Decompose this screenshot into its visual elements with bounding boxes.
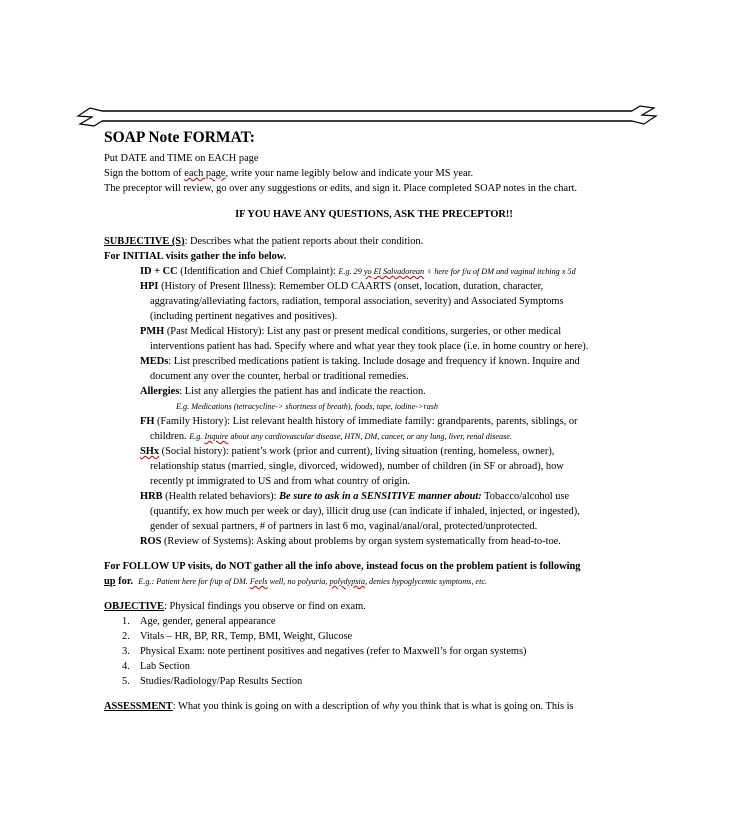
ros-item (104, 534, 644, 549)
allergies-item (104, 384, 644, 399)
idcc-ex-sq2: El Salvadorean (373, 267, 425, 276)
shx-line2: relationship status (married, single, divorced, widowed), number of children (in SF or abroad), how (150, 461, 564, 472)
hpi-item (104, 279, 644, 294)
followup-heading: For FOLLOW UP visits, do NOT gather all the info above, instead focus on the problem patient is following (104, 561, 581, 572)
pmh-line1: (Past Medical History): List any past or present medical conditions, surgeries, or other medical (164, 326, 562, 337)
assessment-desc-a: : What you think is going on with a description of (172, 701, 383, 712)
list-item-text: Physical Exam: note pertinent positives and negatives (refer to Maxwell’s for organ systems) (140, 646, 527, 657)
hrb-line1-a: (Health related behaviors): (162, 491, 280, 502)
intro-sign-a: Sign the bottom of (104, 168, 185, 179)
initial-visits-heading: For INITIAL visits gather the info below. (104, 251, 287, 262)
list-item-text: Lab Section (140, 661, 190, 672)
followup-for: for. (115, 576, 134, 587)
pmh-line2: interventions patient has had. Specify where and what year they took place (i.e. in home country or here). (150, 341, 589, 352)
assessment-desc-em: why (382, 701, 400, 712)
idcc-ex-sq1: yo (363, 267, 372, 276)
idcc-ex-c: ♀ here for f/u of DM and vaginal itching x 5d (424, 267, 576, 276)
followup-line2 (104, 574, 644, 589)
intro-line-review: The preceptor will review, go over any suggestions or edits, and sign it. Place completed SOAP notes in the chart. (104, 183, 578, 194)
idcc-ex-a: E.g. 29 (338, 267, 364, 276)
assessment-desc-b: you think that is what is going on. This is (399, 701, 574, 712)
ros-line1: (Review of Systems): Asking about problems by organ system systematically from head-to-toe. (161, 536, 561, 547)
intro-line-sign (104, 166, 644, 181)
shx-item (104, 444, 644, 459)
idcc-text: (Identification and Chief Complaint): (177, 266, 339, 277)
list-item (104, 659, 644, 674)
subjective-heading (104, 234, 644, 249)
followup-ex-b: well, no polyuria, (267, 577, 330, 586)
fh-label: FH (140, 416, 155, 427)
hpi-line3: (including pertinent negatives and positives). (150, 311, 338, 322)
hrb-line1-b: Tobacco/alcohol use (481, 491, 570, 502)
meds-item (104, 354, 644, 369)
objective-heading (104, 599, 644, 614)
idcc-example (338, 267, 575, 276)
soap-document (104, 128, 644, 714)
list-item-text: Studies/Radiology/Pap Results Section (140, 676, 303, 687)
allergies-label: Allergies (140, 386, 180, 397)
list-item-number: 5. (122, 676, 130, 687)
list-item (104, 674, 644, 689)
allergies-example: E.g. Medications (tetracycline-> shortness of breath), foods, tape, iodine->rash (176, 402, 439, 411)
intro-line-date: Put DATE and TIME on EACH page (104, 153, 259, 164)
hpi-line1: (History of Present Illness): Remember OLD CAARTS (onset, location, duration, character, (158, 281, 544, 292)
allergies-line1: : List any allergies the patient has and indicate the reaction. (179, 386, 426, 397)
meds-label: MEDs (140, 356, 169, 367)
fh-ex-sq: Inquire (204, 432, 229, 441)
list-item (104, 614, 644, 629)
fh-line2 (104, 429, 644, 444)
hrb-line2: (quantify, ex how much per week or day), illicit drug use (can indicate if inhaled, injected, or ingested), (150, 506, 580, 517)
shx-label: SHx (140, 446, 160, 457)
followup-ex-sq2: polydypsia (329, 577, 365, 586)
ros-label: ROS (140, 536, 162, 547)
intro-sign-b: , write your name legibly below and indicate your MS year. (225, 168, 474, 179)
followup-ex-a: E.g.: Patient here for f/up of DM. (138, 577, 250, 586)
subjective-label: SUBJECTIVE (S) (104, 236, 185, 247)
fh-line1: (Family History): List relevant health history of immediate family: grandparents, parents, siblings, or (154, 416, 578, 427)
list-item (104, 644, 644, 659)
list-item-number: 3. (122, 646, 130, 657)
hpi-line2: aggravating/alleviating factors, radiation, temporal association, severity) and Associated Symptoms (150, 296, 564, 307)
list-item-number: 4. (122, 661, 130, 672)
hrb-line1-em: Be sure to ask in a SENSITIVE manner about: (279, 491, 482, 502)
shx-line3: recently pt immigrated to US and from what country of origin. (150, 476, 410, 487)
assessment-heading (104, 699, 644, 714)
page-title: SOAP Note FORMAT: (104, 129, 255, 146)
list-item (104, 629, 644, 644)
objective-label: OBJECTIVE (104, 601, 165, 612)
fh-example (189, 432, 512, 441)
hrb-line3: gender of sexual partners, # of partners in last 6 mo, vaginal/anal/oral, protected/unprotected. (150, 521, 538, 532)
fh-item (104, 414, 644, 429)
idcc-item (104, 264, 644, 279)
hpi-label: HPI (140, 281, 159, 292)
fh-line2-a: children. (150, 431, 190, 442)
list-item-text: Vitals – HR, BP, RR, Temp, BMI, Weight, Glucose (140, 631, 353, 642)
hrb-item (104, 489, 644, 504)
followup-ex-sq1: Feels (249, 577, 268, 586)
objective-desc: : Physical findings you observe or find on exam. (164, 601, 366, 612)
intro-sign-underlined: each page (184, 168, 226, 179)
questions-heading: IF YOU HAVE ANY QUESTIONS, ASK THE PRECEPTOR!! (235, 209, 513, 220)
followup-example (138, 577, 487, 586)
followup-ex-c: , denies hypoglycemic symptoms, etc. (364, 577, 488, 586)
pmh-item (104, 324, 644, 339)
assessment-label: ASSESSMENT (104, 701, 173, 712)
shx-line1: (Social history): patient’s work (prior and current), living situation (renting, homeless, owner), (159, 446, 555, 457)
followup-up: up (104, 576, 116, 587)
list-item-text: Age, gender, general appearance (140, 616, 276, 627)
subjective-desc: : Describes what the patient reports about their condition. (184, 236, 424, 247)
pmh-label: PMH (140, 326, 165, 337)
idcc-label: ID + CC (140, 266, 178, 277)
fh-ex-b: about any cardiovascular disease, HTN, DM, cancer, or any lung, liver, renal disease. (228, 432, 512, 441)
list-item-number: 1. (122, 616, 130, 627)
hrb-label: HRB (140, 491, 163, 502)
meds-line1: : List prescribed medications patient is taking. Include dosage and frequency if known. Inquire and (168, 356, 580, 367)
objective-list (104, 614, 644, 689)
fh-ex-a: E.g. (189, 432, 205, 441)
meds-line2: document any over the counter, herbal or traditional remedies. (150, 371, 409, 382)
list-item-number: 2. (122, 631, 130, 642)
